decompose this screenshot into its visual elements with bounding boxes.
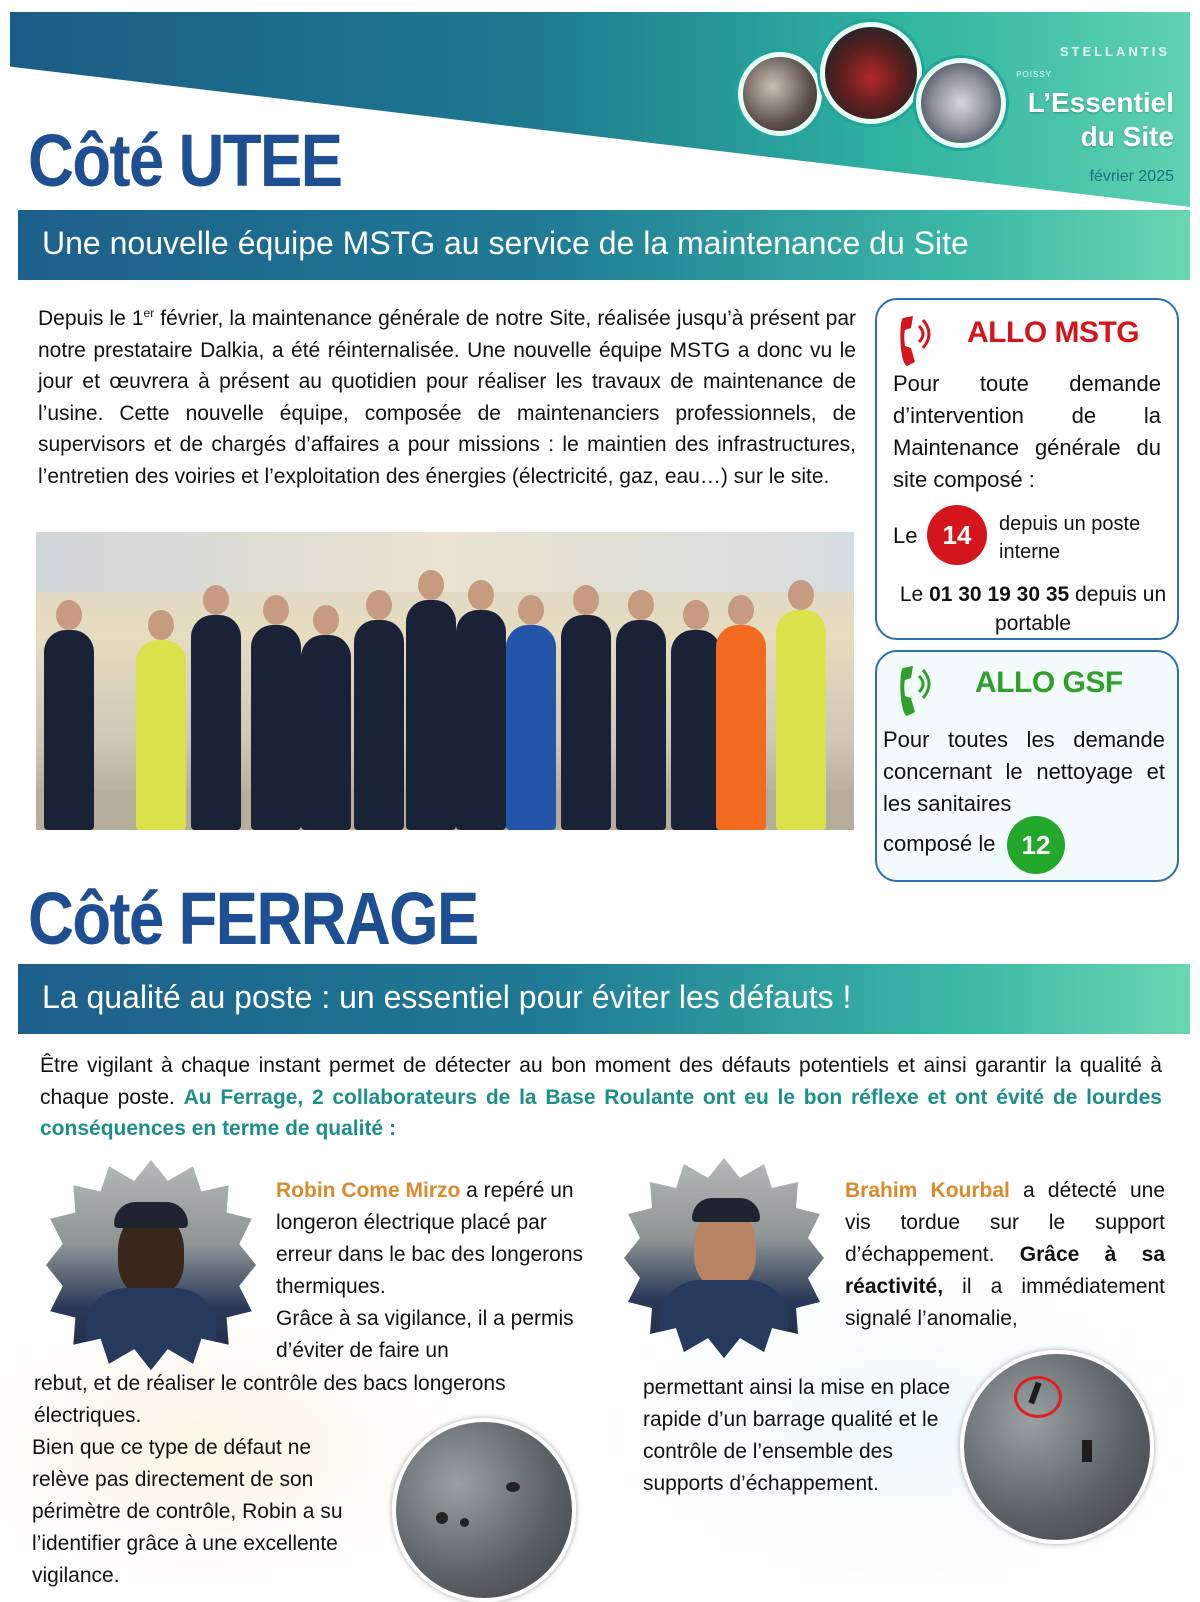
brahim-text-block xyxy=(845,1175,1165,1335)
allo-mstg-title: ALLO MSTG xyxy=(967,316,1140,349)
allo-gsf-box xyxy=(875,650,1179,882)
banner-utee xyxy=(18,210,1190,280)
robin-text-b: Grâce à sa vigilance, il a permis d’éviter de faire un xyxy=(276,1307,574,1362)
banner-ferrage-text: La qualité au poste : un essentiel pour éviter les défauts ! xyxy=(42,979,852,1015)
utee-paragraph-part1: Depuis le 1 xyxy=(38,307,144,330)
brand-logo-text: STELLANTIS xyxy=(1059,44,1170,59)
robin-defect-photo xyxy=(392,1418,576,1602)
header-photo-workshop xyxy=(738,52,822,136)
banner-ferrage xyxy=(18,964,1190,1034)
ferrage-intro-highlight: Au Ferrage, 2 collaborateurs de la Base Roulante ont eu le bon réflexe et ont évité de lourdes conséquences en terme de qualité : xyxy=(40,1085,1162,1140)
banner-utee-text: Une nouvelle équipe MSTG au service de la maintenance du Site xyxy=(42,225,969,261)
publication-date: février 2025 xyxy=(1089,168,1174,185)
allo-gsf-title: ALLO GSF xyxy=(975,666,1123,699)
allo-mstg-le: Le xyxy=(893,523,918,548)
section-title-utee: Côté UTEE xyxy=(28,119,342,202)
allo-mstg-mobile-line xyxy=(891,580,1175,638)
allo-mstg-mobile-label: depuis un portable xyxy=(995,583,1167,635)
robin-text-block xyxy=(276,1175,596,1367)
brahim-text-c: il a immédiatement signalé l’anomalie, xyxy=(845,1275,1165,1330)
phone-icon-red xyxy=(897,312,937,370)
brahim-text-d: permettant ainsi la mise en place rapide d’un barrage qualité et le contrôle de l’ensemble des supports d’échappement. xyxy=(643,1376,950,1495)
allo-gsf-number: 12 xyxy=(1007,816,1065,874)
robin-text-c: rebut, et de réaliser le contrôle des bacs longerons électriques. xyxy=(34,1372,506,1427)
brahim-text-b: Grâce à sa réactivité, xyxy=(845,1243,1165,1298)
allo-mstg-box xyxy=(875,298,1179,640)
phone-icon-green xyxy=(897,662,937,720)
header-photo-worker xyxy=(916,58,1006,148)
brand-sub-text: POISSY xyxy=(1016,70,1052,79)
allo-mstg-text: Pour toute demande d’intervention de la Maintenance générale du site composé : xyxy=(893,371,1161,492)
allo-mstg-internal-label: depuis un poste interne xyxy=(999,513,1141,563)
utee-paragraph xyxy=(38,298,856,492)
brahim-name: Brahim Kourbal xyxy=(845,1179,1010,1202)
robin-text-a: a repéré un longeron électrique placé par erreur dans le bac des longerons thermiques. xyxy=(276,1179,584,1298)
brahim-text-a: a détecté une vis tordue sur le support d’échappement. xyxy=(845,1179,1166,1266)
brahim-portrait xyxy=(624,1158,824,1358)
ferrage-intro-plain: Être vigilant à chaque instant permet de détecter au bon moment des défauts potentiels et ainsi garantir la qualité à chaque poste. xyxy=(40,1054,1162,1109)
section-title-ferrage: Côté FERRAGE xyxy=(28,877,478,960)
allo-mstg-internal-number: 14 xyxy=(927,505,987,565)
allo-mstg-mobile-number: 01 30 19 30 35 xyxy=(929,583,1070,606)
utee-paragraph-sup: er xyxy=(143,306,155,320)
ferrage-intro xyxy=(40,1050,1162,1145)
allo-mstg-le2: Le xyxy=(899,583,924,606)
header-photo-car xyxy=(820,22,922,124)
utee-paragraph-part2: février, la maintenance générale de notre Site, réalisée jusqu’à présent par notre prestataire Dalkia, a été réinternalisée. Une nouvelle équipe MSTG a donc vu le jour et œuvrera à présent au quotidien pour réaliser les travaux de maintenance de l’usine. Cette nouvelle équipe, composée de maintenanciers professionnels, de supervisors et de chargés d’affaires a pour missions : le maintien des infrastructures, l’entretien des voiries et l’exploitation des énergies (électricité, gaz, eau…) sur le site. xyxy=(38,307,856,488)
team-photo xyxy=(36,532,854,830)
brahim-defect-photo xyxy=(960,1350,1154,1544)
robin-name: Robin Come Mirzo xyxy=(276,1179,461,1202)
allo-gsf-text: Pour toutes les demande concernant le nettoyage et les sanitaires xyxy=(883,727,1165,816)
robin-text-d: Bien que ce type de défaut ne relève pas directement de son périmètre de contrôle, Robin a su l’identifier grâce à une excellente vigilance. xyxy=(32,1436,343,1587)
robin-portrait xyxy=(46,1160,256,1370)
publication-title: L’Essentiel du Site xyxy=(1027,87,1174,152)
allo-gsf-compose: composé le xyxy=(883,831,996,856)
